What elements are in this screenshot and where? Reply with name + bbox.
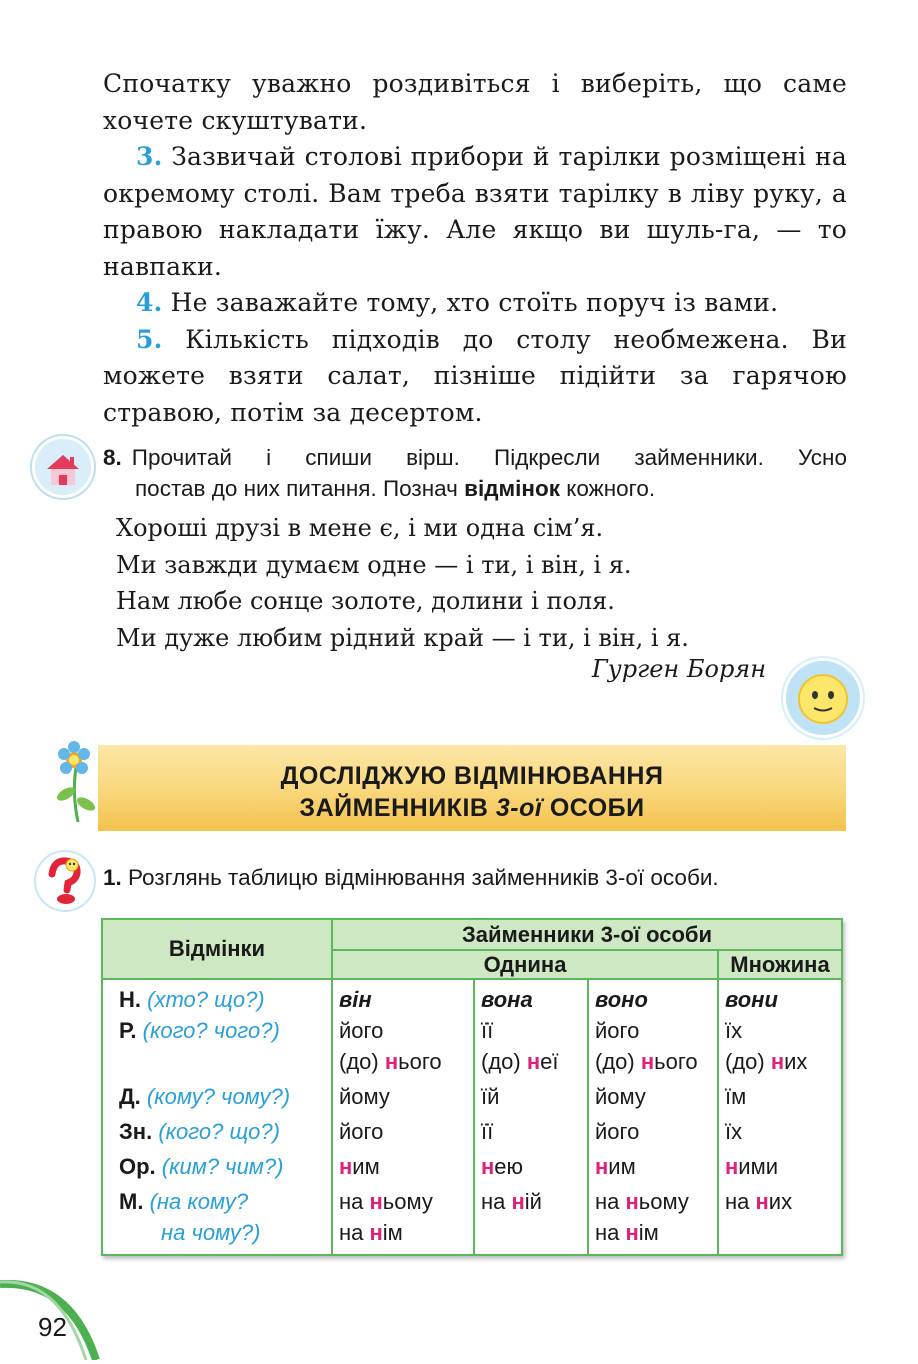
case-question: (на кому? — [149, 1189, 249, 1214]
table-cell: його — [588, 1112, 718, 1147]
form — [595, 1046, 711, 1077]
table-row — [102, 1147, 842, 1182]
case-cell — [102, 1182, 332, 1255]
table-cell — [588, 1147, 718, 1182]
form: його — [595, 1018, 640, 1043]
table-cell — [474, 1147, 588, 1182]
table-row — [102, 979, 842, 1015]
form-prefix: (до) — [481, 1049, 527, 1074]
form-prefix: (до) — [725, 1049, 771, 1074]
item-number-3: 3. — [136, 142, 163, 171]
section-title-word: ОСОБИ — [549, 794, 645, 822]
table-cell — [718, 1182, 842, 1255]
form-highlight: н — [755, 1189, 769, 1214]
form-ending: их — [768, 1189, 793, 1214]
section-title-line-1: ДОСЛІДЖУЮ ВІДМІНЮВАННЯ — [280, 762, 664, 790]
flower-icon — [52, 738, 102, 824]
form: її — [481, 1018, 494, 1043]
form-ending: еї — [540, 1049, 559, 1074]
task-8-line-2 — [103, 473, 847, 504]
form-prefix: (до) — [339, 1049, 385, 1074]
case-question: (кого? що?) — [158, 1119, 280, 1144]
table-cell — [332, 1182, 474, 1255]
poem-author: Гурген Борян — [591, 655, 766, 683]
form-highlight: н — [511, 1189, 525, 1214]
form-prefix: (до) — [595, 1049, 641, 1074]
case-name: Ор. — [119, 1154, 156, 1179]
table-cell — [332, 1147, 474, 1182]
form-highlight: н — [339, 1154, 353, 1179]
form — [339, 1046, 467, 1077]
header-singular: Однина — [332, 950, 718, 979]
case-name: Н. — [119, 987, 141, 1012]
house-icon — [32, 436, 94, 498]
form: їх — [725, 1018, 743, 1043]
task-8-line-2b: кожного. — [566, 476, 656, 501]
task-number: 1. — [103, 865, 122, 890]
poem-line: Хороші друзі в мене є, і ми одна сім’я. — [116, 514, 604, 542]
form-highlight: н — [369, 1189, 383, 1214]
form-ending: ього — [654, 1049, 698, 1074]
form-ending: ій — [524, 1189, 542, 1214]
form-highlight: н — [481, 1154, 495, 1179]
task-1-text: Розглянь таблицю відмінювання займенників 3-ої особи. — [128, 865, 719, 890]
table-cell: йому — [332, 1077, 474, 1112]
form-highlight: н — [725, 1154, 739, 1179]
paragraph-3 — [103, 139, 847, 285]
form-ending: им — [608, 1154, 636, 1179]
paragraph-1: Спочатку уважно роздивіться і виберіть, що саме хочете скуштувати. — [103, 69, 847, 135]
form: його — [339, 1018, 384, 1043]
section-title-italic: 3-ої — [495, 794, 543, 822]
table-cell — [718, 1147, 842, 1182]
table-cell: вона — [474, 979, 588, 1015]
table-cell: він — [332, 979, 474, 1015]
form-ending: ього — [398, 1049, 442, 1074]
form-ending: ім — [382, 1220, 403, 1245]
smiley-icon — [783, 658, 863, 738]
table-row — [102, 1077, 842, 1112]
form-ending: ею — [494, 1154, 524, 1179]
table-cell — [718, 1015, 842, 1077]
case-name: Д. — [119, 1084, 141, 1109]
form-prefix: на — [725, 1189, 756, 1214]
form — [725, 1186, 835, 1217]
table-cell — [474, 1015, 588, 1077]
form — [595, 1217, 711, 1248]
paragraph-5 — [103, 322, 847, 432]
form — [725, 1046, 835, 1077]
table-cell: вони — [718, 979, 842, 1015]
case-cell — [102, 1077, 332, 1112]
table-cell: її — [474, 1112, 588, 1147]
header-plural: Множина — [718, 950, 842, 979]
table-cell: його — [332, 1112, 474, 1147]
table-cell — [474, 1182, 588, 1255]
form-highlight: н — [526, 1049, 541, 1074]
form — [595, 1186, 711, 1217]
table-row — [102, 1182, 842, 1255]
prose-block — [103, 66, 847, 431]
form-highlight: н — [625, 1189, 639, 1214]
form-ending: ім — [638, 1220, 659, 1245]
task-8-line-2a: постав до них питання. Познач — [135, 476, 458, 501]
form-highlight: н — [625, 1220, 639, 1245]
table-cell — [588, 1182, 718, 1255]
task-number: 8. — [103, 445, 122, 470]
case-name: Р. — [119, 1018, 137, 1043]
task-8-keyword: відмінок — [464, 476, 561, 501]
case-question: (ким? чим?) — [161, 1154, 284, 1179]
form-highlight: н — [640, 1049, 655, 1074]
form-ending: ими — [738, 1154, 778, 1179]
header-pronouns-3rd-person: Займенники 3-ої особи — [332, 919, 842, 950]
case-question: (хто? що?) — [147, 987, 265, 1012]
form-ending: их — [784, 1049, 808, 1074]
table-cell: їх — [718, 1112, 842, 1147]
task-8-line-1: Прочитай і спиши вірш. Підкресли займенники. Усно — [131, 445, 847, 470]
form-prefix: на — [595, 1189, 626, 1214]
table-row — [102, 1015, 842, 1077]
case-question: (кого? чого?) — [142, 1018, 280, 1043]
item-number-4: 4. — [136, 288, 163, 317]
task-1 — [103, 862, 719, 893]
case-cell — [102, 1015, 332, 1077]
page-number: 92 — [38, 1312, 67, 1342]
section-title-word: ЗАЙМЕННИКІВ — [299, 794, 489, 822]
form-highlight: н — [384, 1049, 399, 1074]
case-cell — [102, 1112, 332, 1147]
task-8 — [103, 442, 847, 504]
form — [481, 1046, 581, 1077]
form-prefix: на — [339, 1189, 370, 1214]
form-highlight: н — [369, 1220, 383, 1245]
form-prefix: на — [481, 1189, 512, 1214]
table-cell: їй — [474, 1077, 588, 1112]
form — [339, 1186, 467, 1217]
item-number-5: 5. — [136, 324, 163, 354]
poem-line: Ми дуже любим рідний край — і ти, і він, і я. — [116, 623, 689, 652]
table-cell: їм — [718, 1077, 842, 1112]
form-prefix: на — [595, 1220, 626, 1245]
section-title — [98, 760, 846, 824]
table-cell: йому — [588, 1077, 718, 1112]
form-ending: ьому — [382, 1189, 433, 1214]
poem-line: Нам любе сонце золоте, долини і поля. — [116, 587, 615, 615]
case-name: М. — [119, 1189, 144, 1214]
form — [481, 1186, 581, 1217]
form — [339, 1217, 467, 1248]
case-question: (кому? чому?) — [146, 1084, 291, 1109]
table-cell — [588, 1015, 718, 1077]
paragraph-4 — [103, 285, 847, 322]
paragraph-5-text: Кількість підходів до столу необмежена. Ви можете взяти салат, пізніше підійти за гарячою стравою, потім за десертом. — [103, 324, 847, 427]
declension-table — [101, 918, 843, 1256]
poem-line: Ми завжди думаєм одне — і ти, і він, і я. — [116, 550, 632, 579]
paragraph-4-text: Не заважайте тому, хто стоїть поруч із вами. — [170, 288, 779, 317]
case-question: на чому?) — [161, 1220, 261, 1245]
form-highlight: н — [595, 1154, 609, 1179]
section-title-line-2 — [98, 792, 846, 824]
poem — [116, 510, 689, 656]
form-ending: ьому — [638, 1189, 689, 1214]
question-character-icon — [34, 850, 96, 912]
case-name: Зн. — [119, 1119, 153, 1144]
form-highlight: н — [770, 1049, 785, 1074]
header-cases: Відмінки — [102, 919, 332, 979]
table-cell — [332, 1015, 474, 1077]
form-ending: им — [352, 1154, 380, 1179]
table-cell: воно — [588, 979, 718, 1015]
case-cell — [102, 979, 332, 1015]
table-row — [102, 1112, 842, 1147]
form-prefix: на — [339, 1220, 370, 1245]
case-cell — [102, 1147, 332, 1182]
paragraph-3-text: Зазвичай столові прибори й тарілки розміщені на окремому столі. Вам треба взяти тарілку в ліву руку, а правою накладати їжу. Але якщо ви шуль-га, — то навпаки. — [103, 142, 847, 281]
